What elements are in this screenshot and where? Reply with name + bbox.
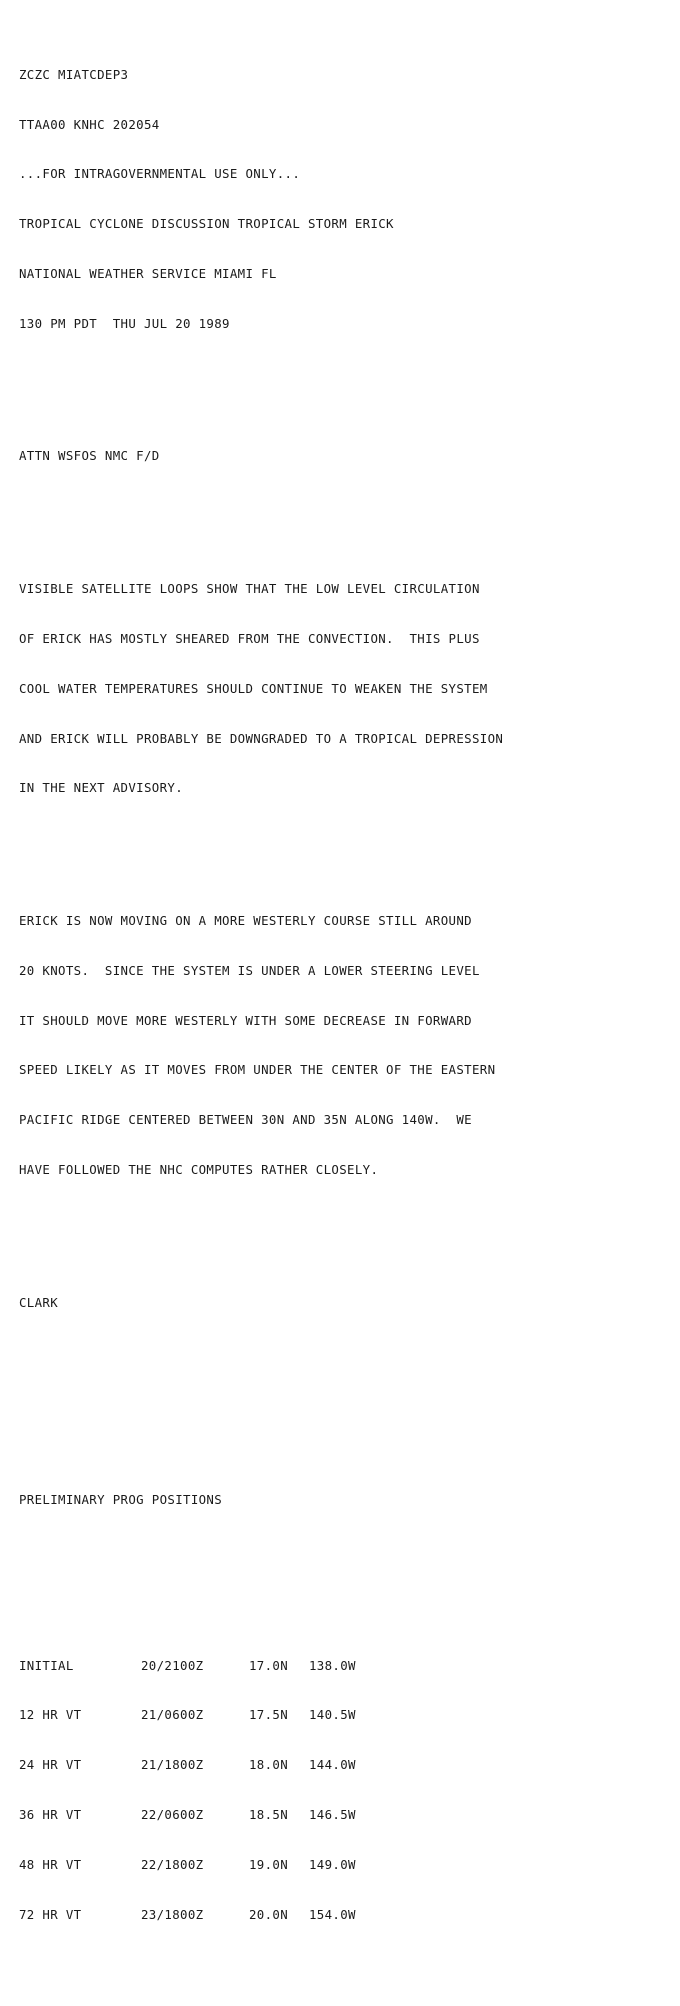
forecast-lon: 138.0W — [309, 1657, 356, 1673]
forecast-lat: 18.5N — [249, 1806, 289, 1822]
table-row — [19, 1757, 503, 1774]
paragraph-line: VISIBLE SATELLITE LOOPS SHOW THAT THE LOW LEVEL CIRCULATION — [19, 581, 480, 597]
spacer — [19, 1411, 503, 1442]
signature: CLARK — [19, 1294, 59, 1310]
forecast-label: INITIAL — [19, 1657, 74, 1673]
paragraph-line: SPEED LIKELY AS IT MOVES FROM UNDER THE CENTER OF THE EASTERN — [19, 1062, 496, 1078]
forecast-time: 21/1800Z — [141, 1757, 204, 1773]
table-row — [19, 1857, 503, 1874]
paragraph-line: ERICK IS NOW MOVING ON A MORE WESTERLY COURSE STILL AROUND — [19, 913, 472, 929]
paragraph-line: IT SHOULD MOVE MORE WESTERLY WITH SOME DECREASE IN FORWARD — [19, 1012, 472, 1028]
table-row — [19, 1807, 503, 1824]
forecast-time: 20/2100Z — [141, 1657, 204, 1673]
paragraph-line: 20 KNOTS. SINCE THE SYSTEM IS UNDER A LOWER STEERING LEVEL — [19, 962, 480, 978]
spacer — [19, 1228, 503, 1245]
paragraph-line: OF ERICK HAS MOSTLY SHEARED FROM THE CONVECTION. THIS PLUS — [19, 630, 480, 646]
forecast-lon: 144.0W — [309, 1757, 356, 1773]
spacer — [19, 515, 503, 532]
forecast-label: 48 HR VT — [19, 1856, 82, 1872]
forecast-time: 22/0600Z — [141, 1806, 204, 1822]
forecast-lat: 19.0N — [249, 1856, 289, 1872]
header-line: 130 PM PDT THU JUL 20 1989 — [19, 315, 230, 331]
forecast-lat: 18.0N — [249, 1757, 289, 1773]
forecast-time: 23/1800Z — [141, 1906, 204, 1922]
forecast-lon: 146.5W — [309, 1806, 356, 1822]
forecast-label: 72 HR VT — [19, 1906, 82, 1922]
forecast-lat: 17.0N — [249, 1657, 289, 1673]
table-row — [19, 1658, 503, 1675]
paragraph-line: HAVE FOLLOWED THE NHC COMPUTES RATHER CLOSELY. — [19, 1161, 379, 1177]
prog-title: PRELIMINARY PROG POSITIONS — [19, 1491, 223, 1507]
paragraph-line: PACIFIC RIDGE CENTERED BETWEEN 30N AND 35N ALONG 140W. WE — [19, 1112, 472, 1128]
discussion-text — [19, 17, 503, 2006]
table-row — [19, 1707, 503, 1724]
table-row — [19, 1907, 503, 1924]
spacer — [19, 847, 503, 864]
forecast-time: 21/0600Z — [141, 1707, 204, 1723]
header-line: NATIONAL WEATHER SERVICE MIAMI FL — [19, 265, 277, 281]
forecast-label: 36 HR VT — [19, 1806, 82, 1822]
paragraph-line: IN THE NEXT ADVISORY. — [19, 780, 184, 796]
forecast-lon: 140.5W — [309, 1707, 356, 1723]
header-line: ...FOR INTRAGOVERNMENTAL USE ONLY... — [19, 166, 301, 182]
header-line: TROPICAL CYCLONE DISCUSSION TROPICAL STORM ERICK — [19, 216, 394, 232]
paragraph-line: COOL WATER TEMPERATURES SHOULD CONTINUE TO WEAKEN THE SYSTEM — [19, 680, 488, 696]
spacer — [19, 1558, 503, 1575]
forecast-label: 12 HR VT — [19, 1707, 82, 1723]
header-line: ZCZC MIATCDEP3 — [19, 66, 129, 82]
spacer — [19, 382, 503, 399]
forecast-lon: 154.0W — [309, 1906, 356, 1922]
paragraph-line: AND ERICK WILL PROBABLY BE DOWNGRADED TO A TROPICAL DEPRESSION — [19, 730, 504, 746]
attn-line: ATTN WSFOS NMC F/D — [19, 448, 160, 464]
forecast-time: 22/1800Z — [141, 1856, 204, 1872]
forecast-label: 24 HR VT — [19, 1757, 82, 1773]
prog-positions-table — [19, 1624, 503, 1956]
spacer — [19, 1361, 503, 1378]
forecast-lat: 20.0N — [249, 1906, 289, 1922]
forecast-lat: 17.5N — [249, 1707, 289, 1723]
header-line: TTAA00 KNHC 202054 — [19, 116, 160, 132]
forecast-lon: 149.0W — [309, 1856, 356, 1872]
